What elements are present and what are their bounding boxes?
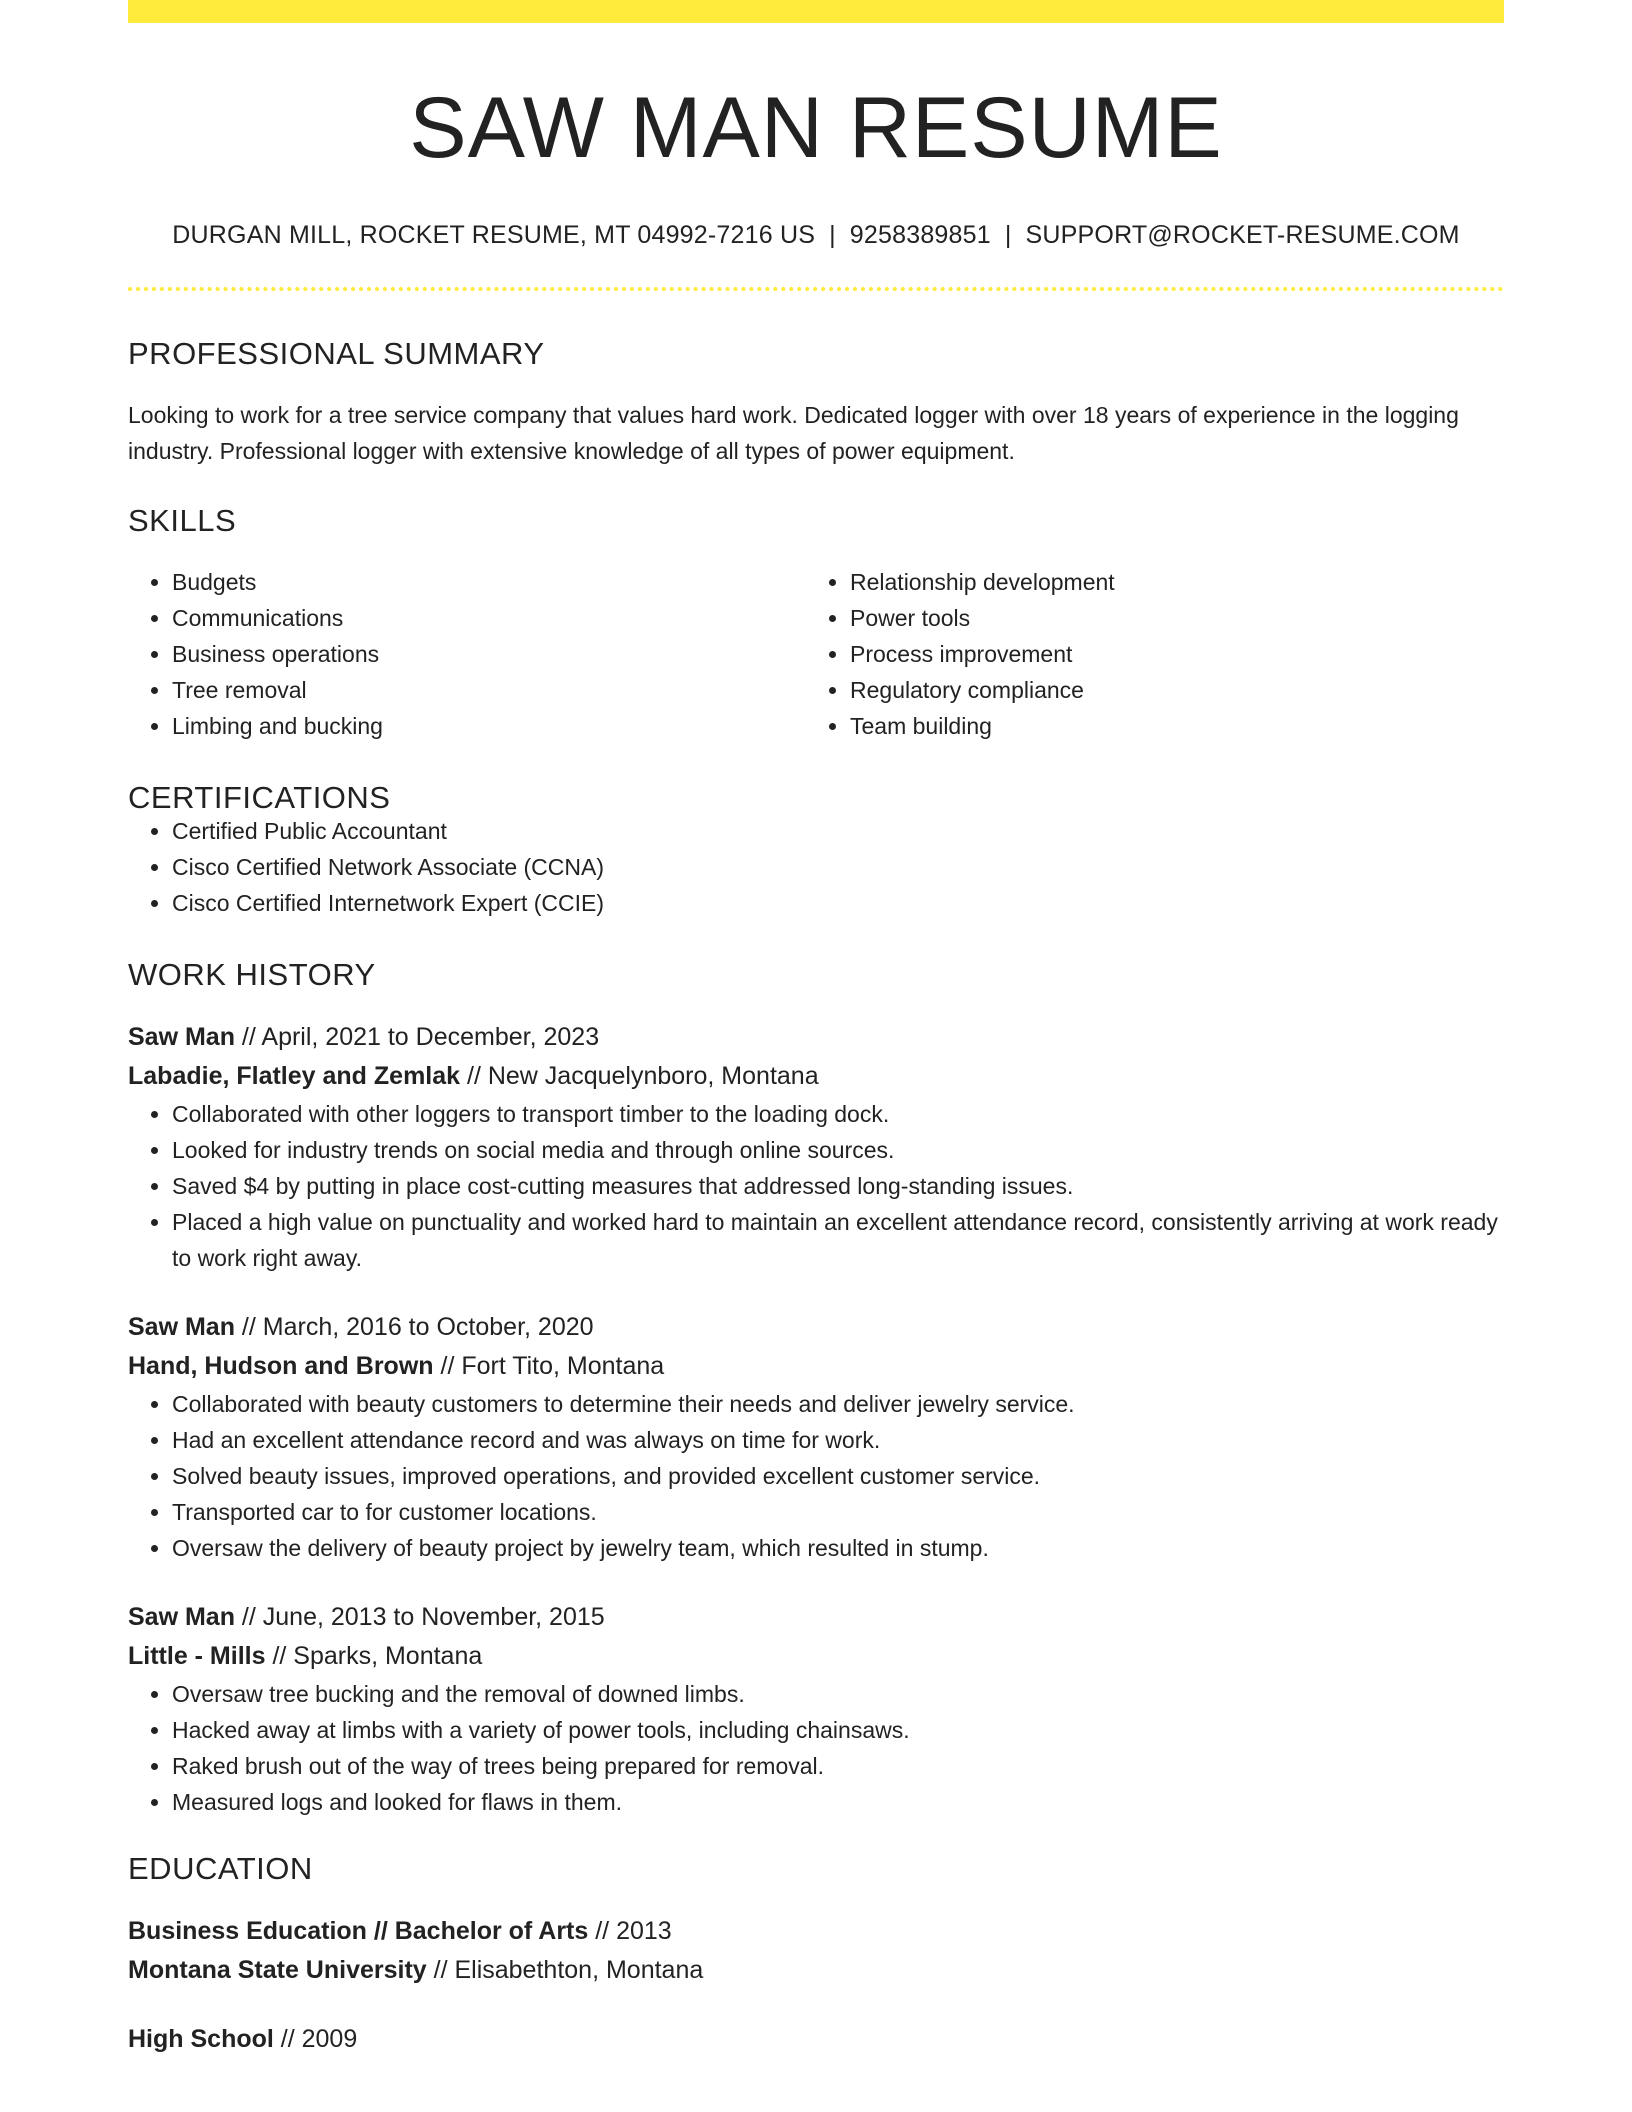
job-role-line [128,1308,1504,1347]
job-duty: • Oversaw the delivery of beauty project by jewelry team, which resulted in stump. [172,1530,1504,1566]
skill-item: • Team building [850,708,1484,744]
education-school-line [128,1951,1504,1990]
certification-item: • Cisco Certified Internetwork Expert (CCIE) [172,885,1504,921]
education-degree-line [128,1912,1504,1951]
job-location: // New Jacquelynboro, Montana [460,1062,819,1090]
certifications-heading: CERTIFICATIONS [128,780,391,815]
certification-item: • Certified Public Accountant [172,813,1504,849]
job-duty: • Collaborated with other loggers to transport timber to the loading dock. [172,1096,1504,1132]
job-duty: • Looked for industry trends on social media and through online sources. [172,1132,1504,1168]
education-degree-line [128,2020,1504,2059]
skill-item: • Limbing and bucking [172,708,806,744]
contact-phone: 9258389851 [849,221,991,249]
resume-name: SAW MAN RESUME [409,80,1223,176]
job-role-line [128,1598,1504,1637]
skill-item: • Tree removal [172,672,806,708]
education-heading: EDUCATION [128,1851,313,1886]
skills-columns [128,564,1504,744]
education-entry [128,1912,1504,1990]
contact-separator: | [829,221,836,249]
skill-item: • Process improvement [850,636,1484,672]
contact-address: DURGAN MILL, ROCKET RESUME, MT 04992-7216 US [172,221,816,249]
job-duty: • Transported car to for customer locations. [172,1494,1504,1530]
skill-item: • Budgets [172,564,806,600]
job-company: Little - Mills [128,1642,266,1670]
accent-top-bar [128,0,1504,23]
job-duty: • Raked brush out of the way of trees being prepared for removal. [172,1748,1504,1784]
contact-separator: | [1004,221,1012,249]
skills-column-left [128,564,806,744]
job-duty: • Had an excellent attendance record and was always on time for work. [172,1422,1504,1458]
job-location: // Sparks, Montana [265,1642,483,1670]
skills-list-left [128,564,806,744]
job-company-line [128,1347,1504,1386]
job-company: Hand, Hudson and Brown [128,1352,434,1380]
job-company-line [128,1637,1504,1676]
skill-item: • Power tools [850,600,1484,636]
job-duty: • Solved beauty issues, improved operations, and provided excellent customer service. [172,1458,1504,1494]
skill-item: • Business operations [172,636,806,672]
job-company: Labadie, Flatley and Zemlak [128,1062,461,1090]
job-role: Saw Man [128,1603,235,1631]
job-header [128,1018,1504,1096]
education-degree: High School [128,2025,274,2053]
dotted-divider [128,287,1504,291]
job-dates: // June, 2013 to November, 2015 [234,1603,605,1631]
summary-text: Looking to work for a tree service company that values hard work. Dedicated logger with over 18 years of experience in the logging industry. Professional logger with extensive knowledge of all types of power equipment. [128,402,1459,464]
skill-item: • Relationship development [850,564,1484,600]
job-duties-list [128,1676,1504,1820]
job-duty: • Hacked away at limbs with a variety of power tools, including chainsaws. [172,1712,1504,1748]
job-company-line [128,1057,1504,1096]
job-location: // Fort Tito, Montana [433,1352,665,1380]
contact-line [128,223,1504,248]
summary-heading: PROFESSIONAL SUMMARY [128,336,545,371]
job-duty: • Oversaw tree bucking and the removal of downed limbs. [172,1676,1504,1712]
resume-page [128,0,1504,2059]
job-header [128,1308,1504,1386]
job-dates: // April, 2021 to December, 2023 [234,1023,600,1051]
education-year: // 2013 [588,1917,672,1945]
education-degree: Business Education // Bachelor of Arts [128,1917,589,1945]
job-role: Saw Man [128,1313,235,1341]
job-duty: • Collaborated with beauty customers to determine their needs and deliver jewelry service. [172,1386,1504,1422]
education-school: Montana State University [128,1956,427,1984]
contact-email: SUPPORT@ROCKET-RESUME.COM [1025,221,1460,249]
skill-item: • Communications [172,600,806,636]
job-header [128,1598,1504,1676]
certification-item: • Cisco Certified Network Associate (CCNA) [172,849,1504,885]
job-duty: • Saved $4 by putting in place cost-cutting measures that addressed long-standing issues. [172,1168,1504,1204]
education-entry [128,2020,1504,2059]
job-dates: // March, 2016 to October, 2020 [234,1313,594,1341]
education-location: // Elisabethton, Montana [426,1956,704,1984]
job-duty: • Measured logs and looked for flaws in them. [172,1784,1504,1820]
skills-heading: SKILLS [128,503,237,538]
skill-item: • Regulatory compliance [850,672,1484,708]
skills-list-right [806,564,1484,744]
job-role: Saw Man [128,1023,235,1051]
education-year: // 2009 [273,2025,358,2053]
skills-column-right [806,564,1484,744]
job-role-line [128,1018,1504,1057]
certifications-list [128,813,1504,921]
job-duties-list [128,1096,1504,1276]
job-duty: • Placed a high value on punctuality and worked hard to maintain an excellent attendance record, consistently arriving at work ready to work right away. [172,1204,1504,1276]
job-duties-list [128,1386,1504,1566]
work-history-heading: WORK HISTORY [128,957,376,992]
